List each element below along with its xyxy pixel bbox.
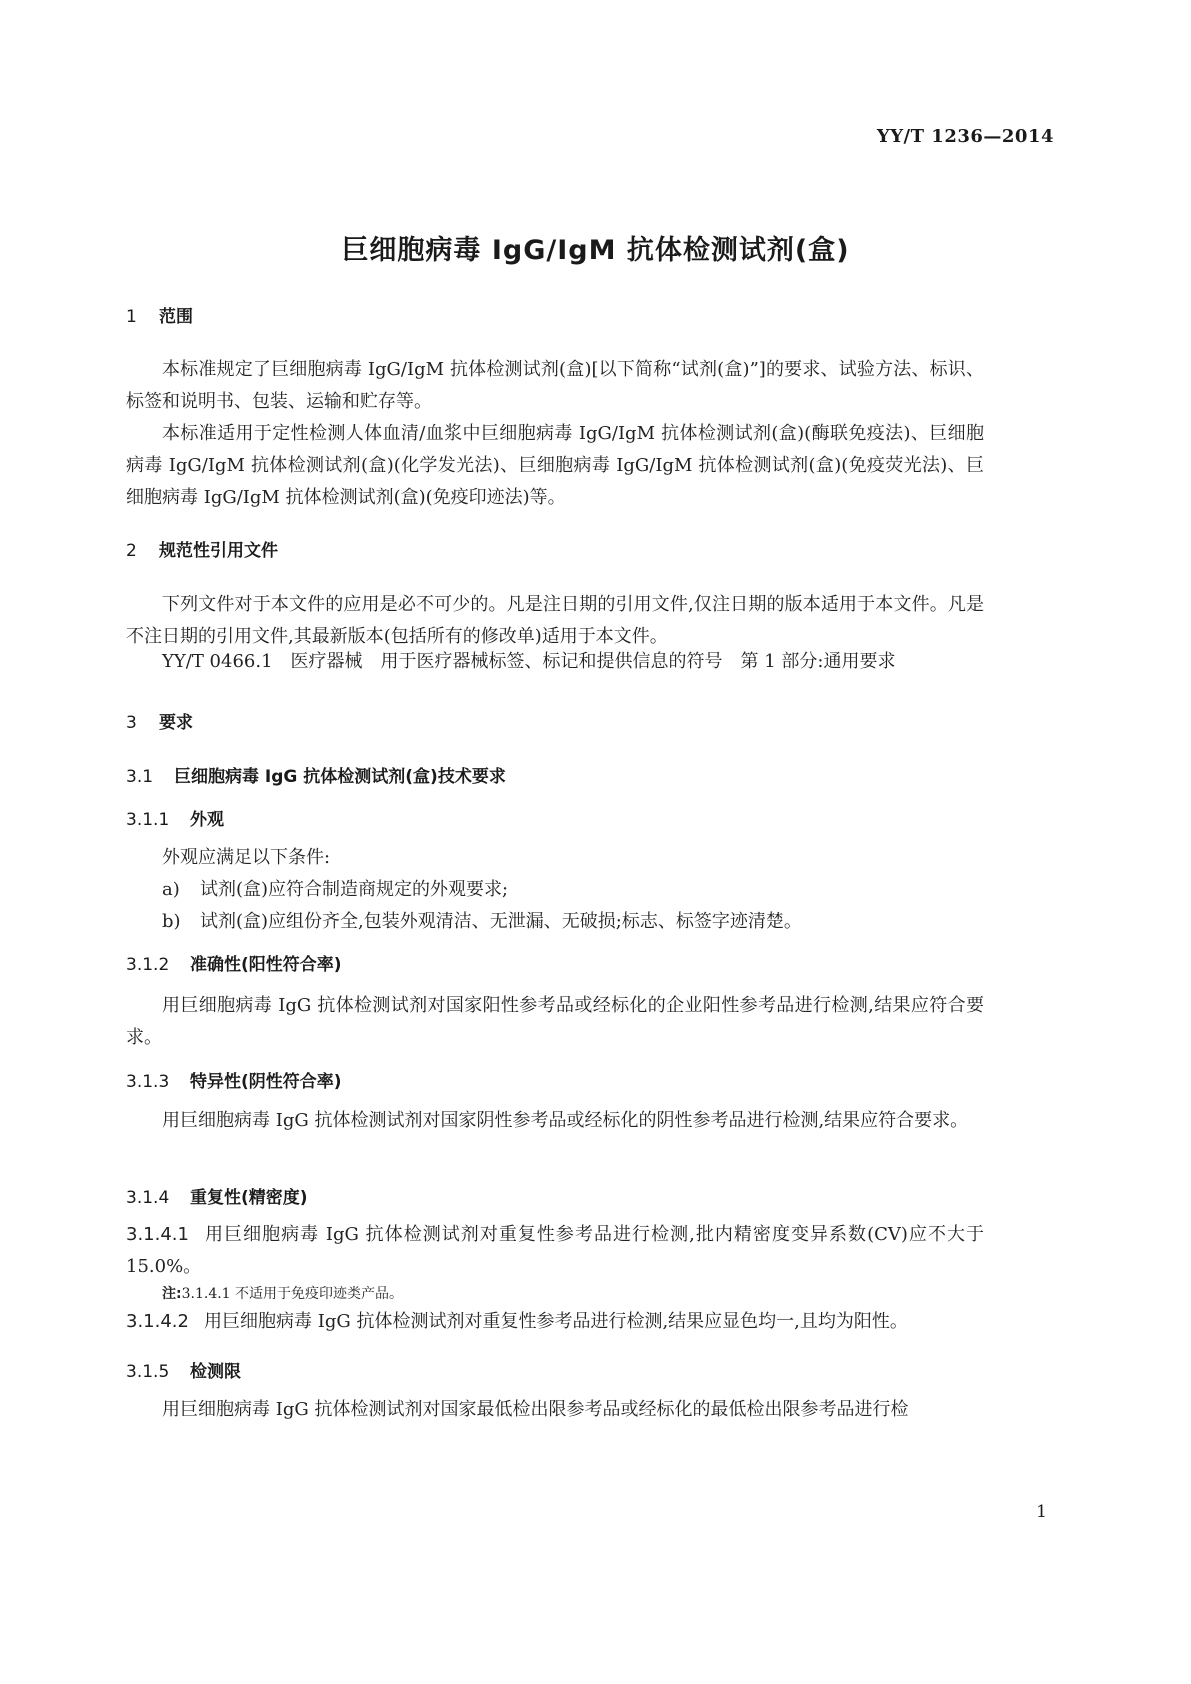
section-1-heading [126,302,193,327]
section-number: 3.1.2 [126,955,170,975]
section-title: 范围 [159,307,193,327]
section-number: 3.1.5 [126,1362,170,1382]
list-item [162,906,802,938]
section-number: 3.1 [126,767,154,787]
accuracy-paragraph: 用巨细胞病毒 IgG 抗体检测试剂对国家阳性参考品或经标化的企业阳性参考品进行检测,结果应符合要求。 [126,995,984,1048]
section-title: 要求 [159,713,193,733]
clause-3-1-4-1 [126,1219,984,1283]
section-number: 3.1.4 [126,1188,170,1208]
section-3-1-5-heading [126,1357,241,1382]
list-item-text: 试剂(盒)应组份齐全,包装外观清洁、无泄漏、无破损;标志、标签字迹清楚。 [200,911,802,932]
section-3-1-4-heading [126,1183,308,1208]
section-title: 重复性(精密度) [190,1188,308,1208]
clause-number: 3.1.4.1 [126,1224,189,1245]
clause-text: 用巨细胞病毒 IgG 抗体检测试剂对重复性参考品进行检测,结果应显色均一,且均为阳性。 [204,1311,908,1332]
section-3-1-heading [126,762,506,787]
list-item-label: b) [162,911,181,932]
normative-reference: YY/T 0466.1 医疗器械 用于医疗器械标签、标记和提供信息的符号 第 1 部分:通用要求 [162,651,896,672]
section-number: 2 [126,541,137,561]
note-label: 注: [162,1286,182,1302]
section-2-heading [126,536,278,561]
section-title: 规范性引用文件 [159,541,278,561]
section-3-1-1-heading [126,805,224,830]
clause-text: 用巨细胞病毒 IgG 抗体检测试剂对重复性参考品进行检测,批内精密度变异系数(CV)应不大于 15.0%。 [126,1224,984,1277]
specificity-paragraph: 用巨细胞病毒 IgG 抗体检测试剂对国家阴性参考品或经标化的阴性参考品进行检测,结果应符合要求。 [162,1110,969,1131]
section-1-paragraph-2: 本标准适用于定性检测人体血清/血浆中巨细胞病毒 IgG/IgM 抗体检测试剂(盒)(酶联免疫法)、巨细胞病毒 IgG/IgM 抗体检测试剂(盒)(化学发光法)、巨细胞病毒 IgG/IgM 抗体检测试剂(盒)(免疫荧光法)、巨细胞病毒 IgG/IgM 抗体检测试剂(盒)(免疫印迹法)等。 [126,423,984,508]
note [162,1283,403,1303]
section-1-paragraph-1: 本标准规定了巨细胞病毒 IgG/IgM 抗体检测试剂(盒)[以下简称“试剂(盒)”]的要求、试验方法、标识、标签和说明书、包装、运输和贮存等。 [126,359,984,412]
list-item-label: a) [162,879,180,900]
standard-code: YY/T 1236—2014 [876,126,1054,147]
section-number: 3 [126,713,137,733]
clause-3-1-4-2 [126,1306,908,1338]
section-2-paragraph: 下列文件对于本文件的应用是必不可少的。凡是注日期的引用文件,仅注日期的版本适用于本文件。凡是不注日期的引用文件,其最新版本(包括所有的修改单)适用于本文件。 [126,594,984,647]
appearance-intro: 外观应满足以下条件: [162,847,331,868]
section-number: 1 [126,307,137,327]
note-text: 3.1.4.1 不适用于免疫印迹类产品。 [181,1286,404,1302]
detection-limit-paragraph: 用巨细胞病毒 IgG 抗体检测试剂对国家最低检出限参考品或经标化的最低检出限参考品进行检 [162,1399,909,1420]
list-item-text: 试剂(盒)应符合制造商规定的外观要求; [200,879,509,900]
section-title: 外观 [190,810,224,830]
section-3-1-3-heading [126,1067,342,1092]
section-title: 准确性(阳性符合率) [190,955,342,975]
section-number: 3.1.3 [126,1072,170,1092]
page-number: 1 [1036,1502,1047,1522]
clause-number: 3.1.4.2 [126,1311,189,1332]
section-3-1-2-heading [126,950,342,975]
section-title: 特异性(阴性符合率) [190,1072,342,1092]
section-number: 3.1.1 [126,810,170,830]
list-item [162,874,508,906]
document-title: 巨细胞病毒 IgG/IgM 抗体检测试剂(盒) [341,235,850,266]
section-3-heading [126,708,193,733]
section-title: 巨细胞病毒 IgG 抗体检测试剂(盒)技术要求 [174,767,506,787]
section-title: 检测限 [190,1362,241,1382]
